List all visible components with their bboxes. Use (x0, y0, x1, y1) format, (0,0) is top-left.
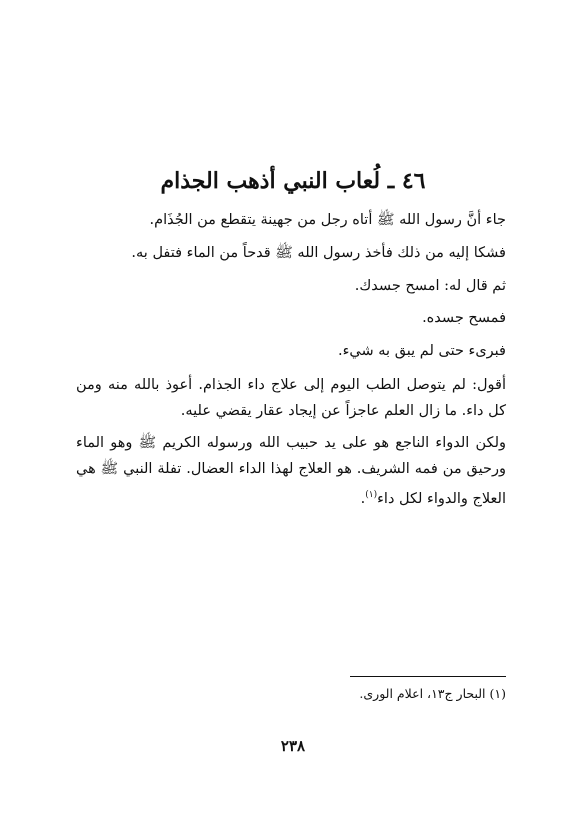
paragraph-7-end: . (360, 490, 366, 507)
paragraph-2: فشكا إليه من ذلك فأخذ رسول الله ﷺ قدحاً من الماء فتفل به. (131, 245, 506, 261)
paragraph-6: أقول: لم يتوصل الطب اليوم إلى علاج داء الجذام. أعوذ بالله منه ومن كل داء. ما زال العلم عاجزاً عن إيجاد عقار يقضي عليه. (76, 377, 506, 419)
footnote-reference: (١) (365, 490, 378, 500)
paragraph-3: ثم قال له: امسح جسدك. (354, 278, 506, 294)
chapter-title: ٤٦ ـ لُعاب النبي أذهب الجذام (160, 168, 426, 194)
paragraph-7-text: ولكن الدواء الناجع هو على يد حبيب الله ورسوله الكريم ﷺ وهو الماء ورحيق من فمه الشريف. هو العلاج لهذا الداء العضال. تفلة النبي ﷺ هي العلاج والدواء لكل داء (76, 435, 506, 507)
footnote: (١) البحار ج١٣، اعلام الورى. (359, 686, 506, 701)
footnote-divider (350, 676, 506, 677)
paragraph-4: فمسح جسده. (422, 310, 506, 326)
paragraph-1: جاء أنَّ رسول الله ﷺ أتاه رجل من جهينة يتقطع من الجُذَام. (149, 212, 506, 228)
page-number: ٢٣٨ (280, 737, 306, 755)
paragraph-7 (76, 430, 506, 512)
paragraph-5: فبرىء حتى لم يبق به شيء. (338, 343, 506, 359)
